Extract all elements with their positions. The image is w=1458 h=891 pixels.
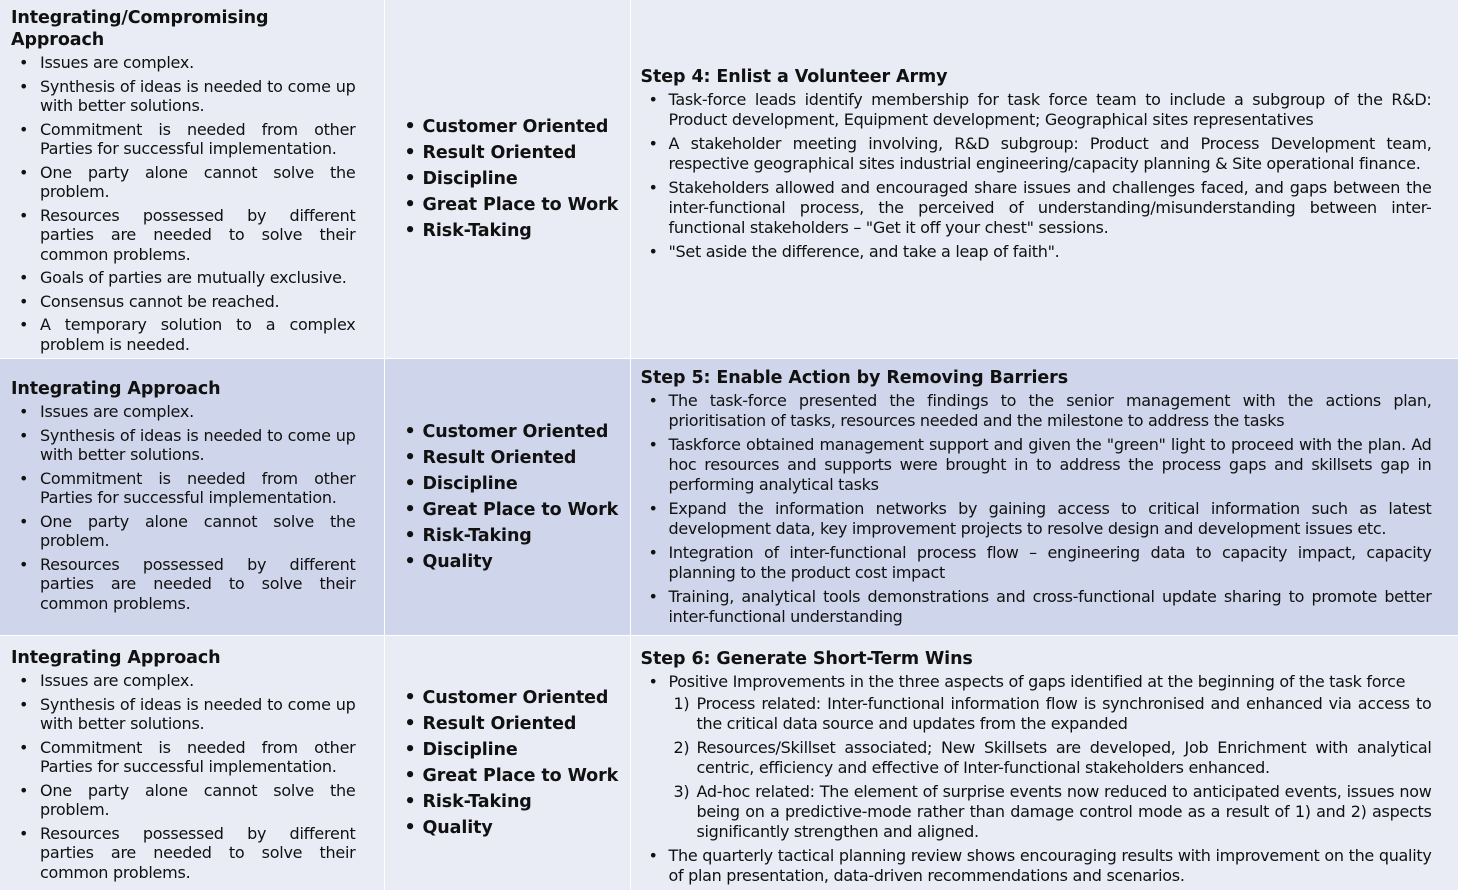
bullet-icon: •: [404, 740, 416, 760]
bullet-icon: •: [648, 178, 658, 197]
value-item: • Great Place to Work: [403, 192, 619, 218]
step-title: Step 5: Enable Action by Removing Barriers: [640, 368, 1069, 388]
list-item: • Issues are complex.: [19, 402, 194, 421]
list-item: • "Set aside the difference, and take a leap of faith".: [648, 242, 1060, 261]
bullet-icon: •: [648, 672, 658, 691]
values-list: [403, 685, 619, 841]
bullet-icon: •: [404, 766, 416, 786]
bullet-icon: •: [404, 526, 416, 546]
bullet-icon: •: [648, 242, 658, 261]
value-item: • Customer Oriented: [403, 114, 619, 140]
list-item: • Resources possessed by different parties are needed to solve their common problems.: [19, 823, 356, 882]
approach-cell: [0, 0, 384, 359]
step-cell: [630, 636, 1458, 891]
approach-list: [11, 53, 356, 354]
numbered-item: 2) Resources/Skillset associated; New Skillsets are developed, Job Enrichment with analytical centric, efficiency and effective of Inter-functional stakeholders enhanced.: [673, 738, 1432, 777]
value-item: • Risk-Taking: [403, 523, 619, 549]
list-item: • Goals of parties are mutually exclusive.: [19, 268, 347, 287]
bullet-icon: •: [19, 554, 29, 574]
bullet-icon: •: [648, 435, 658, 454]
list-item: • Task-force leads identify membership for task force team to include a subgroup of the R&D: Product development, Equipment development; Geographical sites representatives: [648, 90, 1432, 129]
bullet-icon: •: [19, 694, 29, 714]
bullet-icon: •: [19, 119, 29, 139]
bullet-icon: •: [19, 425, 29, 445]
list-item: • Issues are complex.: [19, 53, 194, 72]
bullet-icon: •: [404, 117, 416, 137]
bullet-icon: •: [404, 714, 416, 734]
list-item: • One party alone cannot solve the problem.: [19, 780, 356, 819]
list-item: • Issues are complex.: [19, 671, 194, 690]
bullet-icon: •: [648, 391, 658, 410]
approach-cell: [0, 359, 384, 636]
value-item: • Result Oriented: [403, 711, 619, 737]
step-cell: [630, 0, 1458, 359]
list-item: • Taskforce obtained management support and given the "green" light to proceed with the plan. Ad hoc resources and supports were brought in to address the process gaps and skillsets gap in performing analytical tasks: [648, 435, 1432, 494]
bullet-icon: •: [19, 205, 29, 225]
table-row: [0, 0, 1458, 359]
bullet-icon: •: [19, 162, 29, 182]
step-title: Step 4: Enlist a Volunteer Army: [640, 67, 948, 87]
list-item: • Resources possessed by different parties are needed to solve their common problems.: [19, 205, 356, 264]
list-item: • Stakeholders allowed and encouraged share issues and challenges faced, and gaps between the inter-functional process, the perceived of understanding/misunderstanding between inter-functional stakeholders – "Get it off your chest" sessions.: [648, 178, 1432, 237]
list-item: • Expand the information networks by gaining access to critical information such as latest development data, key improvement projects to resolve design and development issues etc.: [648, 499, 1432, 538]
bullet-icon: •: [404, 221, 416, 241]
list-item: • Commitment is needed from other Parties for successful implementation.: [19, 468, 356, 507]
bullet-icon: •: [648, 846, 658, 865]
value-item: • Quality: [403, 815, 619, 841]
table-row: [0, 636, 1458, 891]
list-item: • One party alone cannot solve the problem.: [19, 162, 356, 201]
list-item: • Commitment is needed from other Parties for successful implementation.: [19, 737, 356, 776]
bullet-icon: •: [404, 552, 416, 572]
value-item: • Great Place to Work: [403, 763, 619, 789]
value-item: • Great Place to Work: [403, 497, 619, 523]
list-item: • Positive Improvements in the three aspects of gaps identified at the beginning of the task force 1) Process related: Inter-functional information flow is synchronised and enhanced via access to the critical data source and updates from the expanded 2) Resources/Skillset associated; New Skillsets are developed, Job Enrichment with analytical centric, efficiency and effective of Inter-functional stakeholders enhanced. 3) Ad-hoc related: The element of surprise events now reduced to anticipated events, issues now being on a predictive-mode rather than damage control mode as a result of 1) and 2) aspects significantly strengthen and aligned.: [648, 672, 1432, 841]
bullet-icon: •: [648, 134, 658, 153]
list-item: • Integration of inter-functional process flow – engineering data to capacity impact, capacity planning to the product cost impact: [648, 543, 1432, 582]
bullet-icon: •: [19, 511, 29, 531]
step-list: [641, 672, 1432, 886]
approach-list: [11, 671, 356, 882]
list-item: • The task-force presented the findings to the senior management with the actions plan, prioritisation of tasks, resources needed and the milestone to address the tasks: [648, 391, 1432, 430]
bullet-icon: •: [19, 737, 29, 757]
value-item: • Quality: [403, 549, 619, 575]
value-item: • Customer Oriented: [403, 685, 619, 711]
value-item: • Discipline: [403, 166, 619, 192]
numbered-list: [669, 694, 1432, 842]
list-item: • Synthesis of ideas is needed to come up with better solutions.: [19, 694, 356, 733]
bullet-icon: •: [404, 143, 416, 163]
bullet-icon: •: [404, 688, 416, 708]
value-item: • Customer Oriented: [403, 419, 619, 445]
step-title: Step 6: Generate Short-Term Wins: [640, 649, 973, 669]
list-item: • One party alone cannot solve the problem.: [19, 511, 356, 550]
list-item: • A temporary solution to a complex problem is needed.: [19, 315, 356, 354]
bullet-icon: •: [404, 448, 416, 468]
bullet-icon: •: [19, 671, 29, 690]
approach-title: Integrating Approach: [11, 648, 221, 668]
approach-title: Integrating/Compromising Approach: [11, 8, 269, 50]
numbered-item: 3) Ad-hoc related: The element of surprise events now reduced to anticipated events, issues now being on a predictive-mode rather than damage control mode as a result of 1) and 2) aspects significantly strengthen and aligned.: [673, 782, 1432, 841]
value-item: • Result Oriented: [403, 445, 619, 471]
bullet-icon: •: [648, 543, 658, 562]
list-item: • Consensus cannot be reached.: [19, 291, 280, 311]
bullet-icon: •: [404, 169, 416, 189]
bullet-icon: •: [648, 90, 658, 109]
numbered-item: 1) Process related: Inter-functional information flow is synchronised and enhanced via access to the critical data source and updates from the expanded: [673, 694, 1432, 733]
bullet-icon: •: [648, 587, 658, 606]
value-item: • Risk-Taking: [403, 218, 619, 244]
value-item: • Result Oriented: [403, 140, 619, 166]
bullet-icon: •: [19, 76, 29, 96]
approach-title: Integrating Approach: [11, 379, 221, 399]
values-list: [403, 419, 619, 575]
list-item: • Synthesis of ideas is needed to come up with better solutions.: [19, 425, 356, 464]
value-item: • Risk-Taking: [403, 789, 619, 815]
list-item: • Training, analytical tools demonstrations and cross-functional update sharing to promote better inter-functional understanding: [648, 587, 1432, 626]
bullet-icon: •: [19, 315, 29, 334]
value-item: • Discipline: [403, 737, 619, 763]
step-list: [641, 391, 1432, 627]
bullet-icon: •: [19, 780, 29, 800]
list-item: • Commitment is needed from other Parties for successful implementation.: [19, 119, 356, 158]
bullet-icon: •: [404, 818, 416, 838]
bullet-icon: •: [404, 474, 416, 494]
values-cell: [384, 359, 630, 636]
bullet-icon: •: [19, 53, 29, 72]
step-cell: [630, 359, 1458, 636]
values-cell: [384, 636, 630, 891]
list-item: • Synthesis of ideas is needed to come up with better solutions.: [19, 76, 356, 115]
bullet-icon: •: [404, 195, 416, 215]
values-cell: [384, 0, 630, 359]
values-list: [403, 114, 619, 244]
approach-list: [11, 402, 356, 613]
bullet-icon: •: [404, 422, 416, 442]
bullet-icon: •: [19, 468, 29, 488]
list-item: • Resources possessed by different parties are needed to solve their common problems.: [19, 554, 356, 613]
bullet-icon: •: [19, 823, 29, 843]
list-item: • The quarterly tactical planning review shows encouraging results with improvement on the quality of plan presentation, data-driven recommendations and scenarios.: [648, 846, 1432, 885]
step-list: [641, 90, 1432, 262]
table-row: [0, 359, 1458, 636]
bullet-icon: •: [404, 792, 416, 812]
bullet-icon: •: [19, 402, 29, 421]
bullet-icon: •: [404, 500, 416, 520]
approach-cell: [0, 636, 384, 891]
list-item: • A stakeholder meeting involving, R&D subgroup: Product and Process Development team, respective geographical sites industrial engineering/capacity planning & Site operational finance.: [648, 134, 1432, 173]
bullet-icon: •: [19, 291, 29, 311]
bullet-icon: •: [648, 499, 658, 518]
bullet-icon: •: [19, 268, 29, 287]
value-item: • Discipline: [403, 471, 619, 497]
